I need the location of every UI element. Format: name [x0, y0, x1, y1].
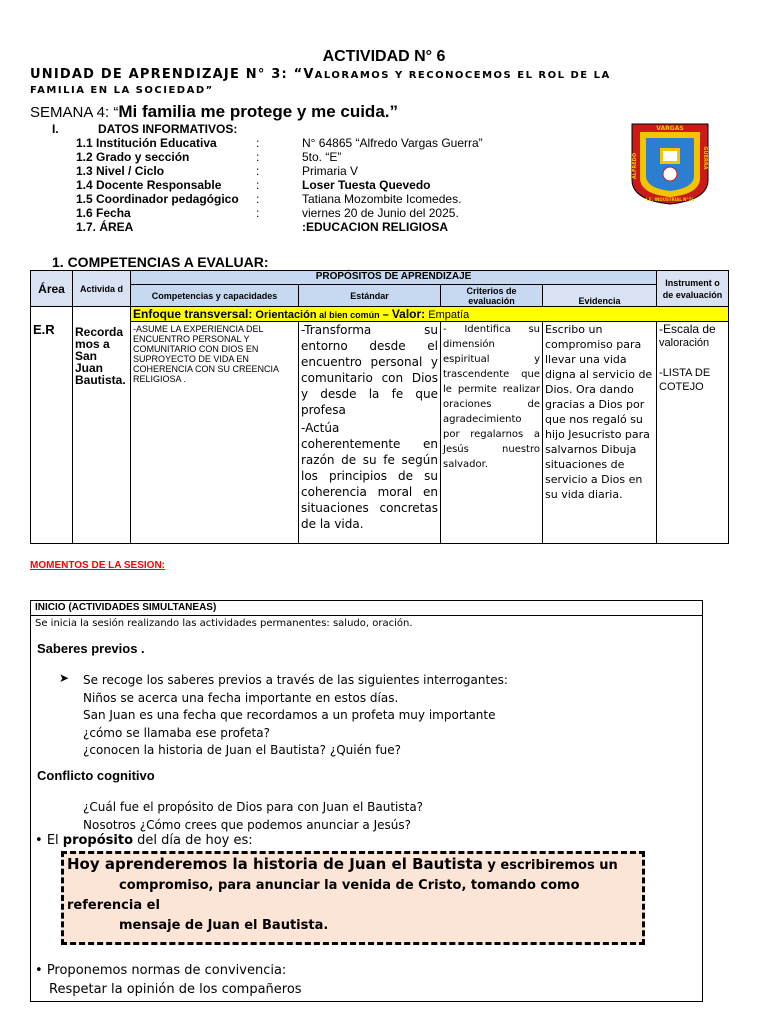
datos-label: 1.1 Institución Educativa: [76, 136, 217, 150]
datos-row: [76, 164, 483, 178]
datos-list: [76, 136, 483, 234]
datos-row: [76, 178, 483, 192]
actividad-cell: Recorda mos a San Juan Bautista.: [73, 322, 131, 544]
enfoque-dash: –: [379, 309, 392, 321]
activity-title: ACTIVIDAD N° 6: [322, 48, 446, 65]
week-suffix: ”: [389, 102, 398, 121]
propositos-header: PROPÓSITOS DE APRENDIZAJE: [131, 271, 657, 285]
instrumento-text-2: valoración: [659, 337, 710, 349]
inicio-intro: Se inicia la sesión realizando las actividades permanentes: saludo, oración.: [35, 618, 413, 629]
proposito-bold: propósito: [62, 833, 134, 848]
datos-row: [76, 206, 483, 220]
week-name: Mi familia me protege y me cuida.: [118, 102, 390, 121]
instrumento-text-3: -LISTA DE COTEJO: [659, 367, 711, 393]
conflicto-line: Nosotros ¿Cómo crees que podemos anunciar a Jesús?: [83, 818, 411, 832]
saberes-line: San Juan es una fecha que recordamos a un profeta muy importante: [83, 708, 496, 722]
proposito-box: [61, 851, 645, 945]
datos-roman: I.: [52, 122, 59, 136]
competencias-table: [30, 270, 729, 544]
arrow-bullet-icon: ➤: [59, 671, 70, 685]
datos-colon: :: [256, 178, 260, 192]
datos-value: viernes 20 de Junio del 2025.: [302, 206, 459, 220]
datos-label: 1.6 Fecha: [76, 206, 131, 220]
logo-right-text: GUERRA: [702, 146, 708, 170]
saberes-line: ¿conocen la historia de Juan el Bautista? ¿Quién fue?: [83, 743, 401, 757]
saberes-line: Niños se acerca una fecha importante en estos días.: [83, 690, 399, 705]
inicio-title: INICIO (ACTIVIDADES SIMULTANEAS): [31, 601, 702, 616]
evidencia-cell: Escribo un compromiso para llevar una vida digna al servicio de Dios. Ora dando gracias a Dios por que nos regaló su hijo Jesucristo para salvarnos Dibuja situaciones de servicio a Dios en su vida diaria.: [543, 322, 657, 544]
criterio-cell: - Identifica su dimensión espiritual y trascendente que le permite realizar oraciones de agradecimiento por regalarnos a Jesús nuestro salvador.: [441, 322, 543, 544]
logo-left-text: ALFREDO: [632, 152, 638, 180]
unit-title-line2: FAMILIA EN LA SOCIEDAD”: [30, 85, 214, 96]
proposito-suffix: del día de hoy es:: [133, 833, 253, 848]
normas-text: Proponemos normas de convivencia:: [46, 963, 287, 978]
momentos-title: MOMENTOS DE LA SESION:: [30, 560, 166, 571]
valor-text: Empatía: [425, 309, 470, 321]
estandar-text-2: -Actúa coherentemente en razón de su fe según los principios de su coherencia moral en situaciones concretas de la vida.: [301, 421, 438, 531]
datos-value: N° 64865 “Alfredo Vargas Guerra”: [302, 136, 483, 150]
col-instrumento: Instrument o de evaluación: [657, 271, 729, 307]
school-logo: [630, 122, 710, 206]
bullet-icon: •: [35, 833, 47, 848]
col-actividad: Activida d: [73, 271, 131, 307]
conflicto-line: ¿Cuál fue el propósito de Dios para con Juan el Bautista?: [83, 800, 424, 814]
datos-colon: :: [256, 136, 260, 150]
enfoque-label: Enfoque transversal:: [133, 307, 253, 321]
week-prefix: SEMANA 4: “: [30, 104, 119, 121]
competencia-cell: -ASUME LA EXPERIENCIA DEL ENCUENTRO PERSONAL Y COMUNITARIO CON DIOS EN SUPROYECTO DE VIDA EN COHERENCIA CON SU CREENCIA RELIGIOSA .: [131, 322, 299, 544]
logo-bottom-text: I.E. INDUSTRIAL N°26: [645, 197, 695, 202]
datos-value: Primaria V: [302, 164, 359, 178]
saberes-list: [83, 672, 508, 760]
datos-colon: :: [256, 164, 260, 178]
logo-top-text: VARGAS: [656, 125, 684, 132]
datos-value: :EDUCACION RELIGIOSA: [302, 220, 449, 234]
proposito-box-rest: y escribiremos un: [482, 858, 618, 873]
datos-row: [76, 192, 483, 206]
datos-label: 1.4 Docente Responsable: [76, 178, 222, 192]
saberes-line: Se recoge los saberes previos a través de las siguientes interrogantes:: [83, 673, 508, 687]
instrumento-text-1: -Escala de: [659, 322, 716, 336]
datos-value: Tatiana Mozombite Icomedes.: [302, 192, 462, 206]
normas-sub: Respetar la opinión de los compañeros: [49, 982, 302, 997]
datos-label: 1.5 Coordinador pedagógico: [76, 192, 239, 206]
estandar-cell: [299, 322, 441, 544]
datos-colon: :: [256, 192, 260, 206]
bullet-icon: •: [35, 963, 47, 978]
normas-line: [35, 963, 286, 978]
area-cell: E.R: [31, 322, 73, 544]
col-criterios: Criterios de evaluación: [441, 285, 543, 307]
col-evidencia: Evidencia: [543, 285, 657, 307]
week-title: [30, 102, 398, 122]
enfoque-row: [131, 307, 729, 322]
datos-value: Loser Tuesta Quevedo: [302, 178, 431, 192]
datos-colon: :: [256, 150, 260, 164]
enfoque-small: al bien común: [316, 310, 380, 320]
datos-row: [76, 220, 483, 234]
competencias-heading: 1. COMPETENCIAS A EVALUAR:: [52, 254, 269, 270]
proposito-line: [35, 833, 253, 848]
inicio-box: [30, 600, 703, 1002]
col-area: Área: [31, 271, 73, 307]
datos-label: 1.2 Grado y sección: [76, 150, 190, 164]
datos-heading-text: DATOS INFORMATIVOS:: [98, 122, 238, 136]
saberes-title: Saberes previos .: [37, 641, 145, 656]
proposito-prefix: El: [46, 833, 63, 848]
proposito-box-text: [67, 854, 637, 936]
conflicto-list: [83, 798, 423, 834]
datos-colon: :: [256, 206, 260, 220]
col-estandar: Estándar: [299, 285, 441, 307]
estandar-text-1: -Transforma su entorno desde el encuentro personal y comunitario con Dios y desde la fe que profesa: [301, 323, 438, 417]
proposito-box-big: Hoy aprenderemos la historia de Juan el Bautista: [67, 855, 483, 873]
datos-row: [76, 150, 483, 164]
datos-row: [76, 136, 483, 150]
proposito-box-line3: mensaje de Juan el Bautista.: [119, 918, 329, 933]
datos-label: 1.7. ÁREA: [76, 220, 134, 234]
conflicto-title: Conflicto cognitivo: [37, 768, 155, 783]
instrumento-cell: [657, 322, 729, 544]
col-competencias: Competencias y capacidades: [131, 285, 299, 307]
unit-title-main: UNIDAD DE APRENDIZAJE N° 3: “V: [30, 67, 315, 82]
datos-value: 5to. “E”: [302, 150, 342, 164]
datos-label: 1.3 Nivel / Ciclo: [76, 164, 165, 178]
enfoque-text: Orientación: [252, 309, 317, 321]
saberes-line: ¿cómo se llamaba ese profeta?: [83, 725, 270, 740]
datos-heading: [52, 122, 237, 136]
unit-title-small: ALORAMOS Y RECONOCEMOS EL ROL DE LA: [314, 70, 611, 81]
valor-label: Valor:: [391, 307, 426, 321]
proposito-box-line2: compromiso, para anunciar la venida de Cristo, tomando como referencia el: [67, 878, 580, 913]
unit-title: [30, 68, 730, 98]
